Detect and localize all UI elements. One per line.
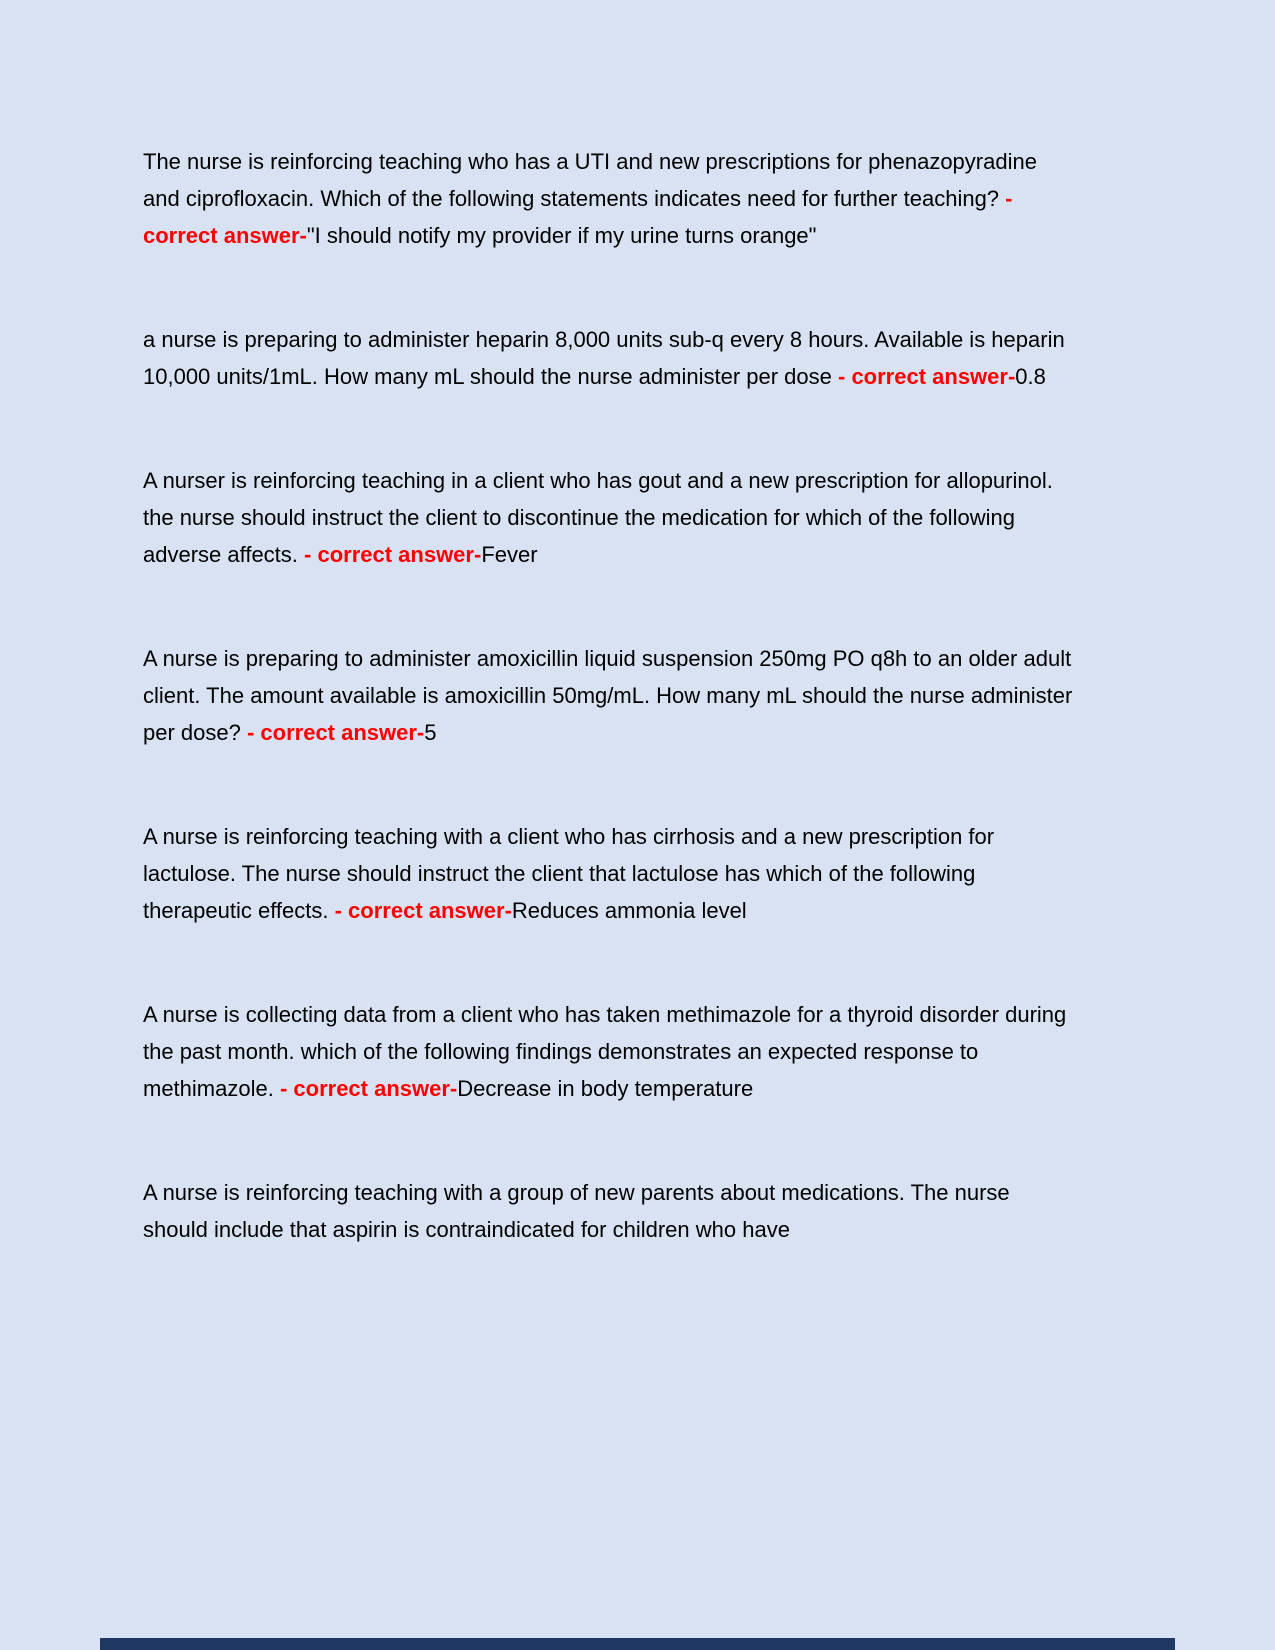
correct-answer-marker: - correct answer-: [304, 542, 482, 567]
answer-text: Reduces ammonia level: [511, 898, 747, 923]
question-item: [143, 996, 1075, 1107]
question-list: [143, 143, 1075, 1248]
question-text: A nurse is reinforcing teaching with a client who has cirrhosis and a new prescription for lactulose. The nurse should instruct the client that lactulose has which of the following therapeutic effects.: [143, 824, 995, 923]
correct-answer-marker: - correct answer-: [246, 720, 425, 745]
correct-answer-marker: - correct answer-: [838, 364, 1016, 389]
answer-text: 0.8: [1015, 364, 1046, 389]
question-text: A nurser is reinforcing teaching in a client who has gout and a new prescription for allopurinol. the nurse should instruct the client to discontinue the medication for which of the following adverse affects.: [143, 468, 1053, 567]
question-text: a nurse is preparing to administer heparin 8,000 units sub-q every 8 hours. Available is heparin 10,000 units/1mL. How many mL should the nurse administer per dose: [143, 327, 1065, 389]
question-item: [143, 462, 1075, 573]
question-text: A nurse is reinforcing teaching with a group of new parents about medications. The nurse should include that aspirin is contraindicated for children who have: [143, 1180, 1010, 1242]
question-item: [143, 143, 1075, 254]
question-text: A nurse is preparing to administer amoxicillin liquid suspension 250mg PO q8h to an older adult client. The amount available is amoxicillin 50mg/mL. How many mL should the nurse administer per dose?: [143, 646, 1073, 745]
question-text: The nurse is reinforcing teaching who has a UTI and new prescriptions for phenazopyradine and ciprofloxacin. Which of the following statements indicates need for further teaching?: [143, 149, 1037, 211]
question-item: [143, 321, 1075, 395]
question-text: A nurse is collecting data from a client who has taken methimazole for a thyroid disorder during the past month. which of the following findings demonstrates an expected response to methimazole.: [143, 1002, 1067, 1101]
correct-answer-marker: - correct answer-: [279, 1076, 458, 1101]
correct-answer-marker: - correct answer-: [334, 898, 512, 923]
answer-text: Decrease in body temperature: [457, 1076, 754, 1101]
correct-answer-marker: - correct answer-: [143, 186, 1013, 248]
question-item: [143, 818, 1075, 929]
question-item: [143, 640, 1075, 751]
question-item: [143, 1174, 1075, 1248]
answer-text: "I should notify my provider if my urine turns orange": [306, 223, 817, 248]
answer-text: Fever: [481, 542, 538, 567]
footer-bar: [100, 1638, 1175, 1650]
answer-text: 5: [424, 720, 437, 745]
